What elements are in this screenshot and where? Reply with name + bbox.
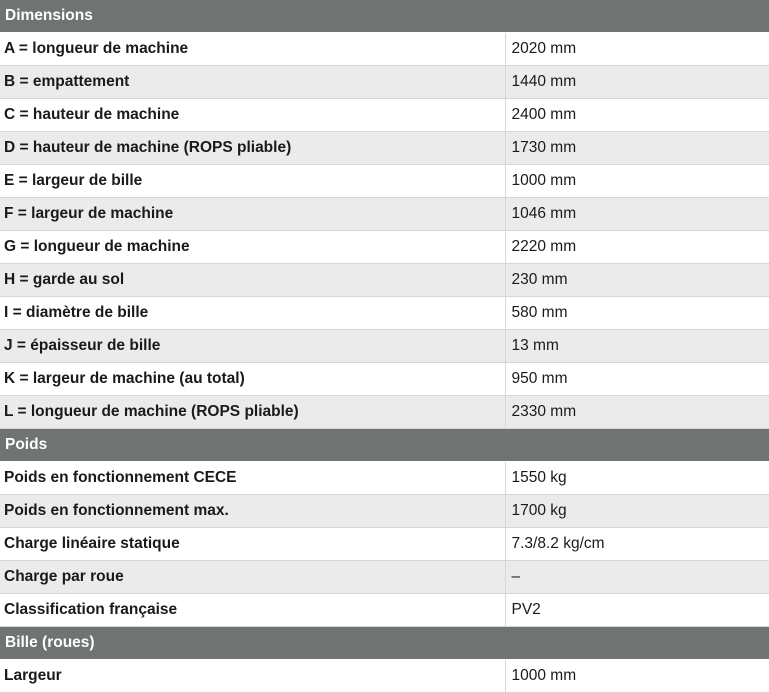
table-row [0, 165, 769, 198]
spec-value: 1440 mm [505, 66, 769, 99]
spec-label: Largeur [0, 660, 505, 693]
spec-label: Classification française [0, 594, 505, 627]
spec-value: – [505, 561, 769, 594]
section-header-poids [0, 429, 769, 462]
table-row [0, 462, 769, 495]
spec-value: PV2 [505, 594, 769, 627]
table-row [0, 561, 769, 594]
spec-value: 1000 mm [505, 660, 769, 693]
spec-label: Poids en fonctionnement CECE [0, 462, 505, 495]
section-title: Poids [0, 429, 769, 462]
spec-label: Charge par roue [0, 561, 505, 594]
spec-value: 2330 mm [505, 396, 769, 429]
table-row [0, 231, 769, 264]
table-row [0, 528, 769, 561]
section-header-dimensions [0, 0, 769, 33]
spec-label: B = empattement [0, 66, 505, 99]
table-row [0, 594, 769, 627]
spec-label: A = longueur de machine [0, 33, 505, 66]
spec-value: 1046 mm [505, 198, 769, 231]
spec-value: 2400 mm [505, 99, 769, 132]
spec-value: 1000 mm [505, 165, 769, 198]
section-title: Bille (roues) [0, 627, 769, 660]
spec-label: D = hauteur de machine (ROPS pliable) [0, 132, 505, 165]
table-row [0, 330, 769, 363]
table-row [0, 363, 769, 396]
section-title: Dimensions [0, 0, 769, 33]
section-header-bille [0, 627, 769, 660]
spec-value: 950 mm [505, 363, 769, 396]
spec-value: 13 mm [505, 330, 769, 363]
spec-value: 230 mm [505, 264, 769, 297]
table-row [0, 132, 769, 165]
spec-label: C = hauteur de machine [0, 99, 505, 132]
spec-label: Charge linéaire statique [0, 528, 505, 561]
table-row [0, 660, 769, 693]
spec-label: J = épaisseur de bille [0, 330, 505, 363]
table-row [0, 495, 769, 528]
spec-value: 1700 kg [505, 495, 769, 528]
table-row [0, 396, 769, 429]
table-row [0, 264, 769, 297]
table-row [0, 297, 769, 330]
spec-label: E = largeur de bille [0, 165, 505, 198]
table-row [0, 99, 769, 132]
spec-value: 7.3/8.2 kg/cm [505, 528, 769, 561]
spec-label: H = garde au sol [0, 264, 505, 297]
spec-label: Poids en fonctionnement max. [0, 495, 505, 528]
spec-value: 1730 mm [505, 132, 769, 165]
spec-label: K = largeur de machine (au total) [0, 363, 505, 396]
spec-value: 2020 mm [505, 33, 769, 66]
spec-label: G = longueur de machine [0, 231, 505, 264]
table-row [0, 33, 769, 66]
spec-value: 1550 kg [505, 462, 769, 495]
table-row [0, 66, 769, 99]
spec-label: F = largeur de machine [0, 198, 505, 231]
spec-value: 580 mm [505, 297, 769, 330]
spec-label: I = diamètre de bille [0, 297, 505, 330]
table-row [0, 198, 769, 231]
spec-label: L = longueur de machine (ROPS pliable) [0, 396, 505, 429]
spec-value: 2220 mm [505, 231, 769, 264]
